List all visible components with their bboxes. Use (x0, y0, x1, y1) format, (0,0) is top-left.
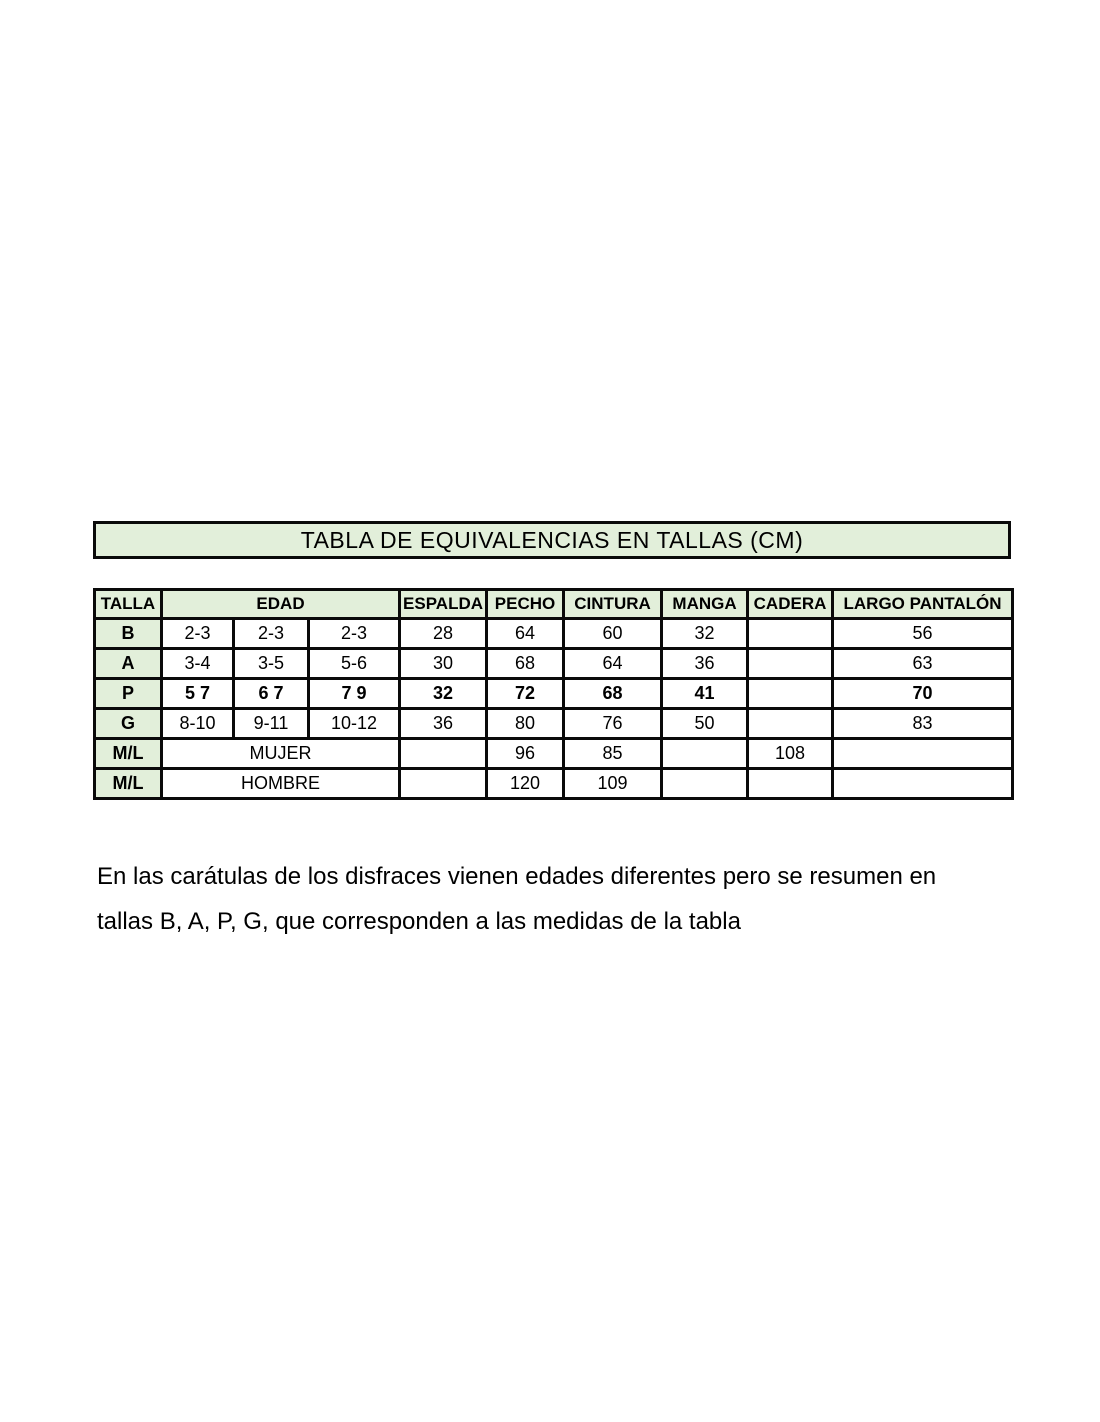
talla-cell: M/L (95, 739, 162, 769)
manga-cell: 41 (662, 679, 748, 709)
cintura-cell: 68 (564, 679, 662, 709)
cintura-cell: 109 (564, 769, 662, 799)
talla-cell: G (95, 709, 162, 739)
cadera-cell (748, 619, 833, 649)
edad-cell: 3-5 (234, 649, 309, 679)
manga-cell: 36 (662, 649, 748, 679)
cadera-cell: 108 (748, 739, 833, 769)
footnote-line-1: En las carátulas de los disfraces vienen edades diferentes pero se resumen en (97, 863, 937, 890)
largo-pantalon-cell (833, 769, 1013, 799)
manga-cell: 32 (662, 619, 748, 649)
espalda-cell (400, 739, 487, 769)
header-cintura: CINTURA (564, 590, 662, 619)
table-row-g (95, 709, 1013, 739)
header-talla: TALLA (95, 590, 162, 619)
pecho-cell: 120 (487, 769, 564, 799)
footnote-line-2: tallas B, A, P, G, que corresponden a las medidas de la tabla (97, 908, 741, 935)
grupo-cell: MUJER (162, 739, 400, 769)
cintura-cell: 64 (564, 649, 662, 679)
espalda-cell: 36 (400, 709, 487, 739)
pecho-cell: 72 (487, 679, 564, 709)
largo-pantalon-cell: 63 (833, 649, 1013, 679)
table-row-p (95, 679, 1013, 709)
edad-cell: 9-11 (234, 709, 309, 739)
talla-cell: M/L (95, 769, 162, 799)
header-pecho: PECHO (487, 590, 564, 619)
edad-cell: 5-6 (309, 649, 400, 679)
espalda-cell (400, 769, 487, 799)
largo-pantalon-cell: 83 (833, 709, 1013, 739)
header-largo-pantalon: LARGO PANTALÓN (833, 590, 1013, 619)
espalda-cell: 32 (400, 679, 487, 709)
pecho-cell: 68 (487, 649, 564, 679)
edad-cell: 10-12 (309, 709, 400, 739)
edad-cell: 8-10 (162, 709, 234, 739)
grupo-cell: HOMBRE (162, 769, 400, 799)
cintura-cell: 85 (564, 739, 662, 769)
edad-cell: 5 7 (162, 679, 234, 709)
cadera-cell (748, 709, 833, 739)
talla-cell: A (95, 649, 162, 679)
edad-cell: 2-3 (309, 619, 400, 649)
manga-cell (662, 769, 748, 799)
largo-pantalon-cell (833, 739, 1013, 769)
pecho-cell: 64 (487, 619, 564, 649)
talla-cell: P (95, 679, 162, 709)
manga-cell (662, 739, 748, 769)
talla-cell: B (95, 619, 162, 649)
table-header-row (95, 590, 1013, 619)
header-edad: EDAD (162, 590, 400, 619)
espalda-cell: 30 (400, 649, 487, 679)
size-equivalence-table (93, 588, 1014, 800)
edad-cell: 2-3 (162, 619, 234, 649)
edad-cell: 3-4 (162, 649, 234, 679)
cadera-cell (748, 649, 833, 679)
table-row-hombre (95, 769, 1013, 799)
manga-cell: 50 (662, 709, 748, 739)
header-espalda: ESPALDA (400, 590, 487, 619)
header-cadera: CADERA (748, 590, 833, 619)
edad-cell: 7 9 (309, 679, 400, 709)
cadera-cell (748, 679, 833, 709)
pecho-cell: 96 (487, 739, 564, 769)
table-row-a (95, 649, 1013, 679)
cintura-cell: 76 (564, 709, 662, 739)
edad-cell: 2-3 (234, 619, 309, 649)
header-manga: MANGA (662, 590, 748, 619)
largo-pantalon-cell: 56 (833, 619, 1013, 649)
table-row-b (95, 619, 1013, 649)
cintura-cell: 60 (564, 619, 662, 649)
footnote-paragraph (97, 854, 1027, 944)
espalda-cell: 28 (400, 619, 487, 649)
pecho-cell: 80 (487, 709, 564, 739)
edad-cell: 6 7 (234, 679, 309, 709)
table-title-banner (93, 521, 1011, 559)
page-title: TABLA DE EQUIVALENCIAS EN TALLAS (CM) (300, 526, 804, 553)
table-row-mujer (95, 739, 1013, 769)
largo-pantalon-cell: 70 (833, 679, 1013, 709)
cadera-cell (748, 769, 833, 799)
